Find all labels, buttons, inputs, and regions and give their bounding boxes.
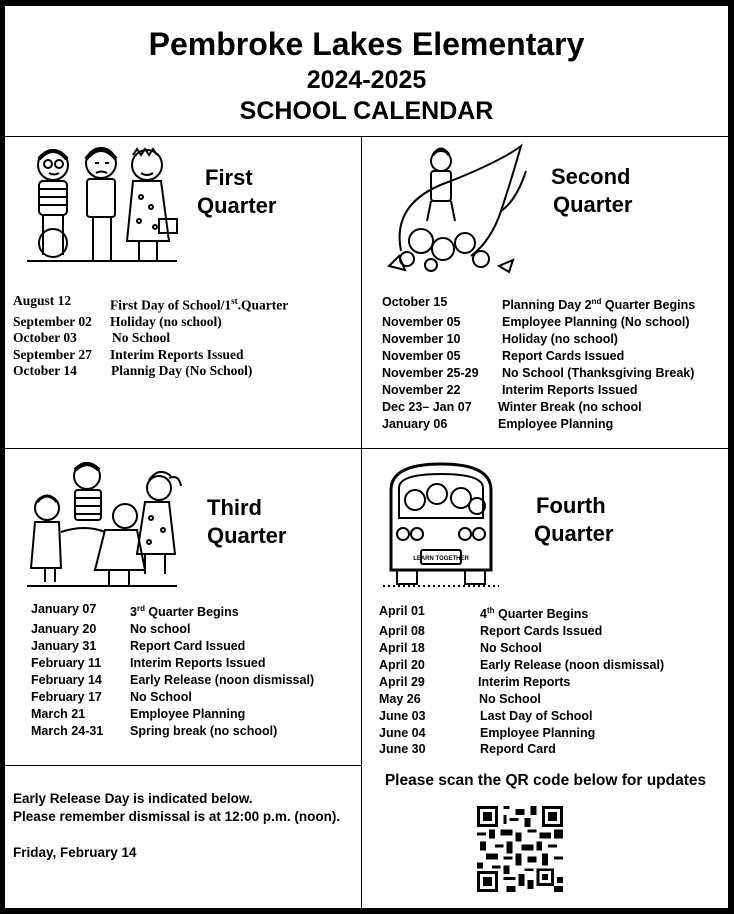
list-item: February 14 Early Release (noon dismissal) [31, 672, 315, 687]
list-item: November 05 Employee Planning (No school) [382, 315, 690, 330]
list-item: May 26 No School [379, 691, 541, 706]
q2-title: Second Quarter [551, 164, 633, 217]
list-item: April 01 4th Quarter Begins [379, 604, 589, 622]
early-release-line1: Early Release Day is indicated below. [13, 791, 253, 806]
school-name: Pembroke Lakes Elementary [148, 26, 585, 62]
early-release-line2: Please remember dismissal is at 12:00 p.m. (noon). [13, 809, 341, 824]
calendar-page [4, 5, 729, 909]
list-item: April 29 Interim Reports [379, 674, 571, 689]
list-item: April 20 Early Release (noon dismissal) [379, 657, 665, 672]
list-item: November 22 Interim Reports Issued [382, 382, 638, 397]
list-item: January 31 Report Card Issued [31, 638, 246, 653]
early-release-note [13, 790, 340, 862]
list-item: March 21 Employee Planning [31, 706, 246, 721]
list-item: February 17 No School [31, 689, 192, 704]
children-illustration-icon [23, 141, 183, 271]
q1-event-list [13, 293, 288, 380]
q4-title: Fourth Quarter [534, 493, 614, 546]
list-item: October 15 Planning Day 2nd Quarter Begins [382, 295, 696, 313]
list-item: September 02 Holiday (no school) [13, 313, 222, 329]
qr-label: Please scan the QR code below for updates [384, 772, 707, 789]
list-item: April 18 No School [379, 640, 542, 655]
list-item: January 20 No school [31, 622, 191, 637]
list-item: October 03 No School [13, 330, 171, 346]
q3-title: Third Quarter [207, 495, 287, 548]
cornucopia-illustration-icon [381, 141, 531, 281]
calendar-header [5, 6, 728, 137]
list-item: Dec 23– Jan 07 Winter Break (no school [382, 399, 642, 414]
q3-event-list [31, 601, 314, 739]
horizontal-divider [5, 448, 728, 449]
school-bus-illustration-icon [381, 460, 501, 590]
list-item: April 08 Report Cards Issued [379, 624, 603, 639]
qr-code-icon[interactable] [477, 806, 563, 892]
early-release-date: Friday, February 14 [13, 845, 137, 860]
calendar-title: SCHOOL CALENDAR [239, 97, 494, 125]
list-item: June 04 Employee Planning [379, 725, 596, 740]
list-item: February 11 Interim Reports Issued [31, 655, 266, 670]
list-item: August 12 First Day of School/1st.Quarter [13, 293, 289, 313]
list-item: January 06 Employee Planning [382, 416, 614, 431]
q4-event-list [379, 603, 664, 758]
list-item: June 30 Repord Card [379, 742, 556, 757]
q1-title: First Quarter [197, 165, 277, 218]
list-item: September 27 Interim Reports Issued [13, 346, 244, 362]
q2-event-list [382, 294, 695, 432]
note-divider [5, 765, 361, 766]
list-item: January 07 3rd Quarter Begins [31, 602, 239, 620]
bus-sign: LEARN TOGETHER [413, 556, 469, 562]
children-hugging-illustration-icon [25, 458, 185, 593]
vertical-divider [361, 137, 362, 910]
list-item: November 25-29 No School (Thanksgiving Break) [382, 365, 695, 380]
list-item: November 05 Report Cards Issued [382, 348, 625, 363]
school-year: 2024-2025 [306, 66, 427, 94]
list-item: October 14 Plannig Day (No School) [13, 363, 253, 379]
list-item: November 10 Holiday (no school) [382, 331, 618, 346]
list-item: June 03 Last Day of School [379, 708, 593, 723]
list-item: March 24-31 Spring break (no school) [31, 723, 278, 738]
